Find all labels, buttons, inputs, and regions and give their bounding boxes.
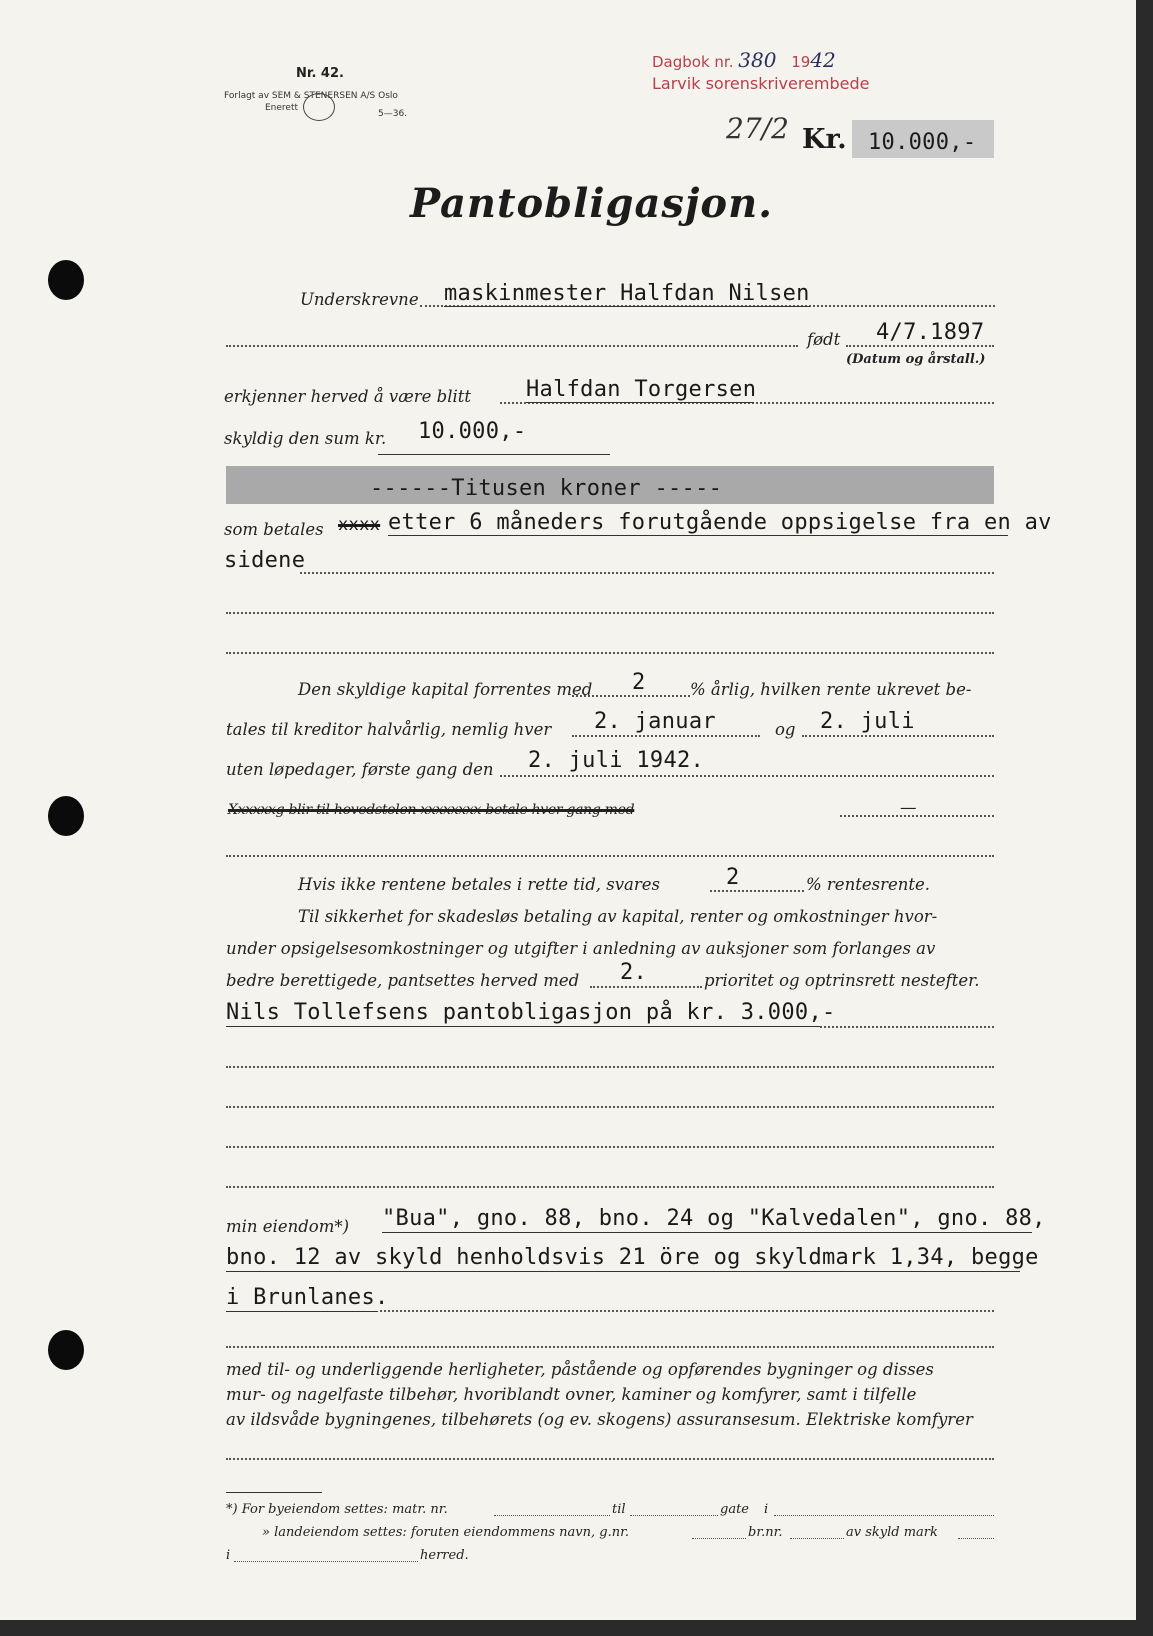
dotted-line xyxy=(494,1515,610,1516)
dotted-line xyxy=(226,1146,994,1148)
first-payment-text: uten løpedager, første gang den xyxy=(226,760,494,779)
publisher-seal-icon xyxy=(303,93,335,121)
dotted-line xyxy=(630,1515,718,1516)
underline xyxy=(388,535,1008,536)
dotted-line xyxy=(840,815,994,817)
sum-value: 10.000,- xyxy=(418,419,527,444)
sum-words: ------Titusen kroner ----- xyxy=(370,476,723,501)
interest-text-a: Den skyldige kapital forrentes med xyxy=(298,680,593,699)
payable-struck: xxxx xyxy=(338,515,381,535)
struck-clause: Xxxxxxg blir til hovedstolen xxxxxxxx betale hver gang med xyxy=(228,802,635,818)
footnote-rule xyxy=(226,1492,322,1493)
dotted-line xyxy=(572,735,760,737)
publisher-enerett: Enerett xyxy=(265,103,299,113)
stamp-prefix: Dagbok nr. xyxy=(652,53,734,71)
dotted-line xyxy=(226,1106,994,1108)
dotted-line xyxy=(226,855,994,857)
dotted-line xyxy=(500,775,994,777)
dotted-line xyxy=(710,890,804,892)
security-paragraph-1: Til sikkerhet for skadesløs betaling av kapital, renter og omkostninger hvor- xyxy=(298,907,938,926)
underline xyxy=(526,402,754,403)
footnote-line1c: gate xyxy=(720,1502,749,1517)
dotted-line xyxy=(226,652,994,654)
footnote-line1b: til xyxy=(612,1502,626,1517)
dotted-line xyxy=(226,1458,994,1460)
stamp-number: 380 xyxy=(738,48,777,72)
kr-label: Kr. xyxy=(802,124,847,155)
late-text-a: Hvis ikke rentene betales i rette tid, svares xyxy=(298,875,660,894)
property-line-2: bno. 12 av skyld henholdsvis 21 öre og skyldmark 1,34, begge xyxy=(226,1245,1039,1270)
property-line-3: i Brunlanes. xyxy=(226,1285,389,1310)
underline xyxy=(382,1232,1032,1233)
security-paragraph-2: under opsigelsesomkostninger og utgifter i anledning av auksjoner som forlanges av xyxy=(226,939,936,958)
dotted-line xyxy=(226,1346,994,1348)
dotted-line xyxy=(820,1026,994,1028)
born-hint: (Datum og årstall.) xyxy=(846,352,986,367)
dotted-line xyxy=(226,1186,994,1188)
form-number: Nr. 42. xyxy=(296,66,344,81)
kr-amount: 10.000,- xyxy=(868,130,977,155)
pay-date-2: 2. juli xyxy=(820,709,915,734)
underline xyxy=(444,306,810,307)
prior-lien: Nils Tollefsens pantobligasjon på kr. 3.000,- xyxy=(226,1000,836,1025)
dotted-line xyxy=(692,1538,746,1539)
footnote-line2b: br.nr. xyxy=(748,1525,783,1540)
underline xyxy=(226,1026,820,1027)
property-label: min eiendom*) xyxy=(226,1217,350,1236)
dotted-line xyxy=(226,612,994,614)
paid-text-a: tales til kreditor halvårlig, nemlig hver xyxy=(226,720,552,739)
stamp-year-prefix: 19 xyxy=(791,53,811,71)
appurtenances-3: av ildsvåde bygningenes, tilbehørets (og ev. skogens) assuransesum. Elektriske komfyrer xyxy=(226,1410,973,1429)
late-text-b: % rentesrente. xyxy=(806,875,930,894)
dotted-line xyxy=(226,345,798,347)
payable-label: som betales xyxy=(224,520,324,539)
clause-dash: — xyxy=(900,798,917,817)
born-label: født xyxy=(807,330,841,349)
undersigned-label: Underskrevne xyxy=(300,290,419,309)
dotted-line xyxy=(846,345,994,347)
born-value: 4/7.1897 xyxy=(876,320,985,345)
first-payment-date: 2. juli 1942. xyxy=(528,748,705,773)
owing-label: skyldig den sum kr. xyxy=(224,429,387,448)
journal-stamp-office: Larvik sorenskriverembede xyxy=(652,74,870,93)
late-rate: 2 xyxy=(726,865,740,890)
stamp-year: 42 xyxy=(810,48,836,72)
dotted-line xyxy=(380,1310,994,1312)
security-paragraph-3a: bedre berettigede, pantsettes herved med xyxy=(226,971,580,990)
dotted-line xyxy=(802,735,994,737)
publisher-line: Forlagt av SEM & STENERSEN A/S Oslo xyxy=(224,91,398,101)
footnote-line3a: i xyxy=(226,1548,231,1563)
underline xyxy=(226,1271,1020,1272)
dotted-line xyxy=(234,1561,418,1562)
document-title: Pantobligasjon. xyxy=(410,180,774,227)
dotted-line xyxy=(300,572,994,574)
priority-value: 2. xyxy=(620,960,648,985)
payable-value: etter 6 måneders forutgående oppsigelse fra en av xyxy=(388,510,1052,535)
acknowledge-label: erkjenner herved å være blitt xyxy=(224,387,472,406)
security-paragraph-3b: prioritet og optrinsrett nestefter. xyxy=(704,971,980,990)
underline xyxy=(226,1311,378,1312)
binder-hole-middle xyxy=(48,796,84,836)
underline xyxy=(378,454,610,455)
property-line-1: "Bua", gno. 88, bno. 24 og "Kalvedalen", gno. 88, xyxy=(382,1206,1046,1231)
binder-hole-bottom xyxy=(48,1330,84,1370)
and-label: og xyxy=(775,720,796,739)
payable-value-cont: sidene xyxy=(224,548,306,573)
appurtenances-2: mur- og nagelfaste tilbehør, hvoriblandt ovner, kaminer og komfyrer, samt i tilfelle xyxy=(226,1385,917,1404)
footnote-line2c: av skyld mark xyxy=(846,1525,938,1540)
dotted-line xyxy=(958,1538,994,1539)
publisher-code: 5—36. xyxy=(378,109,408,119)
footnote-line2a: » landeiendom settes: foruten eiendommens navn, g.nr. xyxy=(262,1525,629,1540)
footnote-line1a: *) For byeiendom settes: matr. nr. xyxy=(226,1502,448,1517)
interest-text-b: % årlig, hvilken rente ukrevet be- xyxy=(690,680,972,699)
undersigned-value: maskinmester Halfdan Nilsen xyxy=(444,281,810,306)
date-handwritten: 27/2 xyxy=(726,112,789,145)
pay-date-1: 2. januar xyxy=(594,709,716,734)
dotted-line xyxy=(790,1538,844,1539)
dotted-line xyxy=(572,695,690,697)
appurtenances-1: med til- og underliggende herligheter, påstående og opførendes bygninger og disses xyxy=(226,1360,934,1379)
dotted-line xyxy=(590,986,702,988)
dotted-line xyxy=(226,1066,994,1068)
creditor-name: Halfdan Torgersen xyxy=(526,377,757,402)
dotted-line xyxy=(774,1515,994,1516)
journal-stamp-line1 xyxy=(652,48,836,72)
footnote-line3b: herred. xyxy=(420,1548,469,1563)
binder-hole-top xyxy=(48,260,84,300)
footnote-line1d: i xyxy=(764,1502,769,1517)
interest-rate: 2 xyxy=(632,670,646,695)
